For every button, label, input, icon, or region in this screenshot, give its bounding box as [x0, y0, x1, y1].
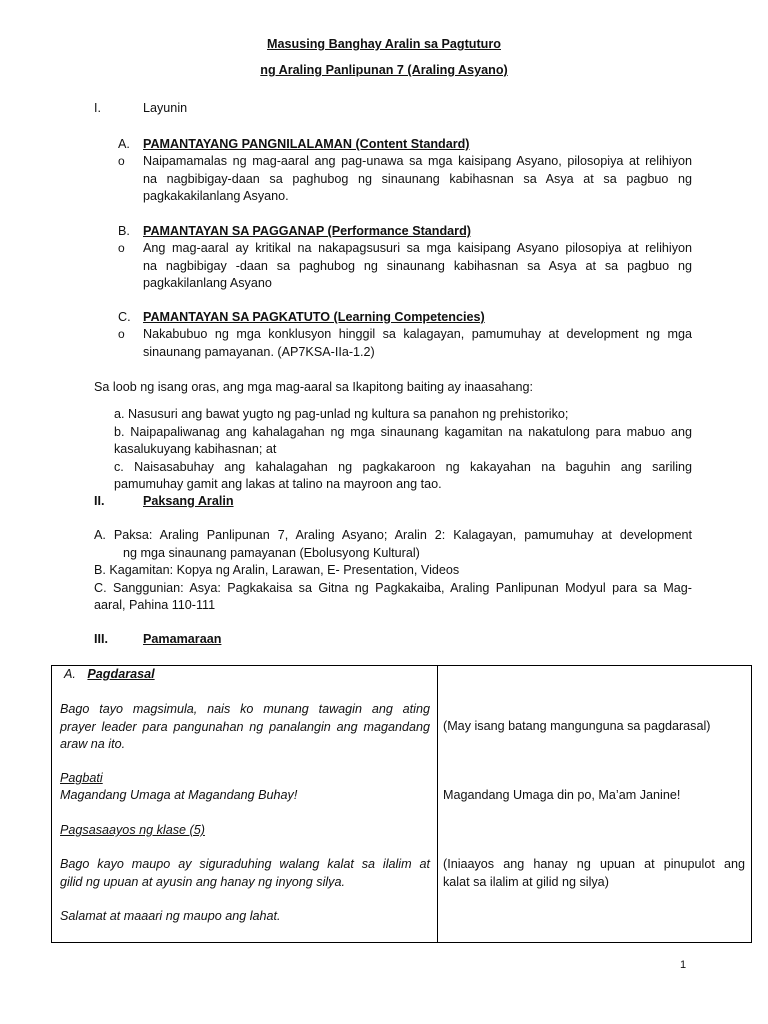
arrange-response: [443, 856, 745, 891]
bullet-icon: o: [118, 327, 125, 341]
section1-heading: Layunin: [143, 101, 188, 115]
arrange-instruction: [60, 856, 430, 891]
content-standard-text: [143, 153, 692, 206]
procedure-table: [51, 665, 752, 943]
reference-line: aaral, Pahina 110-111: [94, 598, 216, 612]
greeting-title: Pagbati: [60, 771, 103, 785]
text-line: Ang mag-aaral ay kritikal na nakapagsusuri sa mga kaisipang Asyano pilosopiya at relihiyon: [143, 241, 692, 255]
column-divider: [437, 666, 438, 942]
performance-standard-text: [143, 240, 692, 293]
text-line: Bago kayo maupo ay siguraduhing walang kalat sa ilalim at: [60, 857, 430, 871]
learning-competencies-text: [143, 326, 692, 361]
section3-numeral: III.: [94, 632, 108, 646]
objectives-list: [114, 406, 692, 494]
section3-heading: Pamamaraan: [143, 632, 222, 646]
section1-a-letter: A.: [118, 137, 130, 151]
greeting-response: Magandang Umaga din po, Ma’am Janine!: [443, 788, 681, 802]
prayer-title: Pagdarasal: [87, 667, 155, 681]
text-line: Naipamamalas ng mag-aaral ang pag-unawa sa mga kaisipang Asyano, pilosopiya at relihiyon: [143, 154, 692, 168]
text-line: gilid ng upuan at ayusin ang hanay ng inyong silya.: [60, 874, 345, 889]
objective-item: c. Naisasabuhay ang kahalagahan ng pagkakaroon ng kakayahan na baguhin ang sariling: [114, 459, 692, 474]
objective-item: b. Naipapaliwanag ang kahalagahan ng mga sinaunang kagamitan na nakatulong para mabuo ang: [114, 424, 692, 439]
prayer-heading: [60, 666, 430, 684]
arrange-title: Pagsasaayos ng klase (5): [60, 823, 205, 837]
topic-line: ng mga sinaunang pamayanan (Ebolusyong Kultural): [123, 545, 420, 560]
thanks-text: Salamat at maaari ng maupo ang lahat.: [60, 909, 281, 923]
page-number: 1: [680, 959, 687, 971]
text-line: araw na ito.: [60, 737, 126, 751]
bullet-icon: o: [118, 154, 125, 168]
prayer-letter: A.: [64, 667, 76, 681]
text-line: kalat sa ilalim at gilid ng silya): [443, 874, 609, 889]
content-standard-title: PAMANTAYANG PANGNILALAMAN (Content Standard): [143, 137, 470, 151]
document-title-line1: Masusing Banghay Aralin sa Pagtuturo: [267, 37, 501, 51]
text-line: (Iniaayos ang hanay ng upuan at pinupulot ang: [443, 857, 745, 871]
section1-numeral: I.: [94, 101, 101, 115]
objective-item: kasalukuyang kabihasnan; at: [114, 442, 277, 456]
materials-line: B. Kagamitan: Kopya ng Aralin, Larawan, E- Presentation, Videos: [94, 563, 460, 577]
prayer-response: (May isang batang mangunguna sa pagdarasal): [443, 719, 711, 733]
topic-line: A. Paksa: Araling Panlipunan 7, Araling Asyano; Aralin 2: Kalagayan, pamumuhay at development: [94, 528, 692, 542]
objective-item: pamumuhay gamit ang lakas at talino na mayroon ang tao.: [114, 477, 442, 491]
performance-standard-title: PAMANTAYAN SA PAGGANAP (Performance Standard): [143, 224, 471, 238]
reference-line: C. Sanggunian: Asya: Pagkakaisa sa Gitna ng Pagkakaiba, Araling Panlipunan Modyul para sa Mag-: [94, 580, 692, 595]
text-line: prayer leader para pangunahan ng panalangin ang magandang: [60, 719, 430, 734]
section2-numeral: II.: [94, 494, 105, 508]
section1-b-letter: B.: [118, 224, 130, 238]
text-line: Nakabubuo ng mga konklusyon hinggil sa kalagayan, pamumuhay at development ng mga: [143, 327, 692, 341]
topic-details: [94, 527, 692, 615]
text-line: pagkakakilanlang Asyano.: [143, 189, 289, 203]
document-title-line2: ng Araling Panlipunan 7 (Araling Asyano): [260, 63, 508, 77]
text-line: na nagbibigay-daan sa paghubog ng sinaunang kabihasnan sa Asya at sa pagbuo ng: [143, 171, 692, 186]
section2-heading: Paksang Aralin: [143, 494, 234, 508]
text-line: Bago tayo magsimula, nais ko munang tawagin ang ating: [60, 702, 430, 716]
objectives-intro: Sa loob ng isang oras, ang mga mag-aaral sa Ikapitong baiting ay inaasahang:: [94, 380, 533, 394]
section1-c-letter: C.: [118, 310, 131, 324]
objective-item: a. Nasusuri ang bawat yugto ng pag-unlad ng kultura sa panahon ng prehistoriko;: [114, 407, 569, 421]
text-line: sinaunang pamayanan. (AP7KSA-IIa-1.2): [143, 344, 375, 359]
text-line: na nagbibigay -daan sa paghubog ng sinaunang kabihasnan sa Asya at sa pagbuo ng: [143, 258, 692, 273]
bullet-icon: o: [118, 241, 125, 255]
learning-competencies-title: PAMANTAYAN SA PAGKATUTO (Learning Competencies): [143, 310, 485, 324]
text-line: pagkakilanlang Asyano: [143, 276, 272, 290]
greeting-text: Magandang Umaga at Magandang Buhay!: [60, 788, 298, 802]
prayer-instruction: [60, 701, 430, 754]
